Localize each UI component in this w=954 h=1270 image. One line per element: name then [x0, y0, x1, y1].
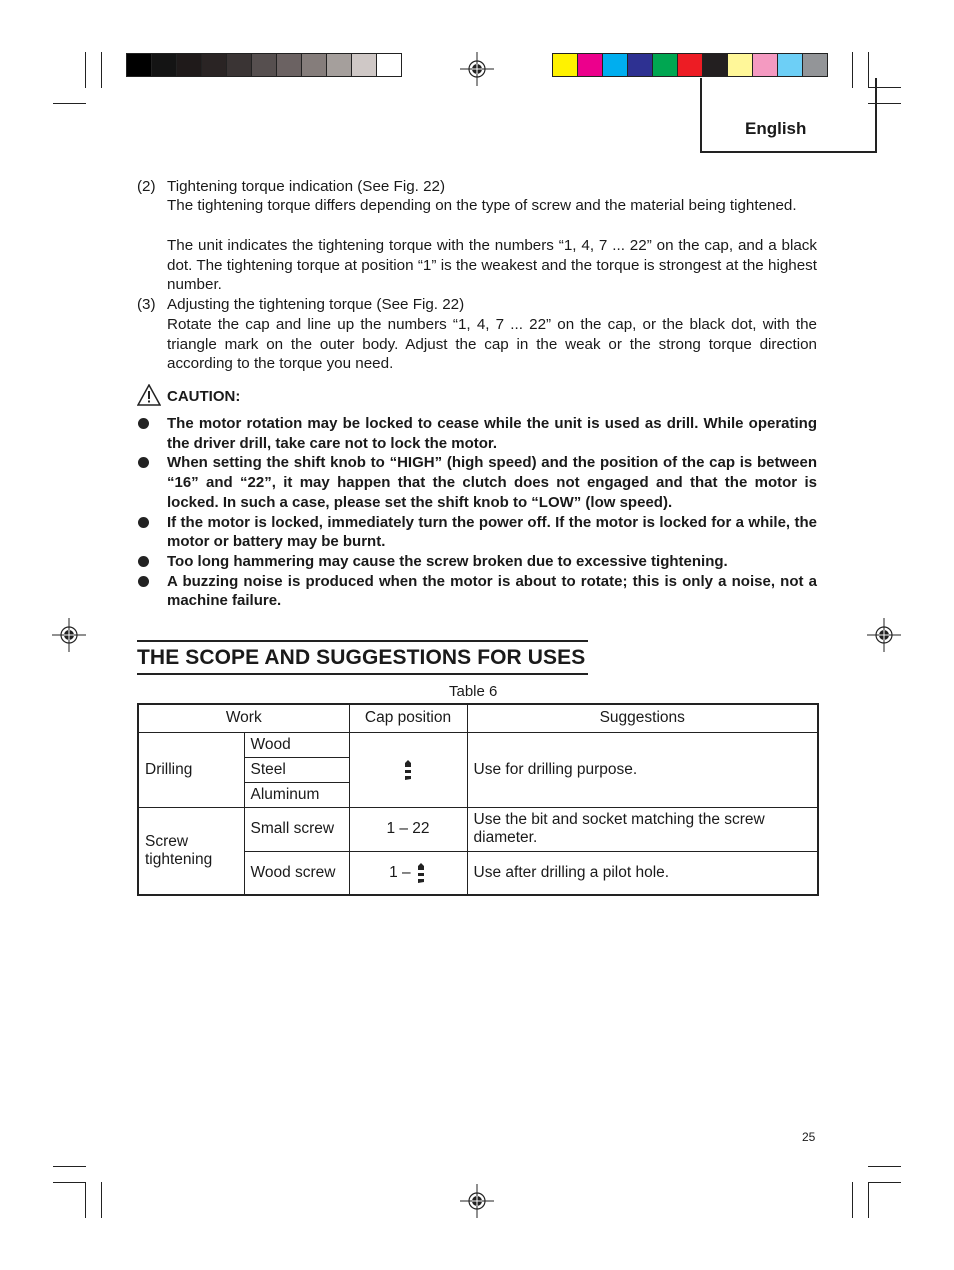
caution-item	[137, 453, 817, 512]
table-row	[138, 807, 818, 851]
registration-mark-icon	[460, 1184, 494, 1218]
crop-mark	[868, 1182, 901, 1183]
color-swatch	[753, 54, 778, 76]
header-suggestions: Suggestions	[467, 704, 818, 732]
caution-text: The motor rotation may be locked to cease while the unit is used as drill. While operating the driver drill, take care not to lock the motor.	[167, 415, 817, 452]
crop-mark	[53, 103, 86, 104]
language-label: English	[745, 119, 807, 138]
caution-item	[137, 572, 817, 611]
crop-mark	[85, 52, 86, 88]
bullet-icon	[138, 517, 149, 528]
crop-mark	[101, 52, 102, 88]
cap-range-prefix: 1 –	[389, 863, 411, 881]
color-swatch	[127, 54, 152, 76]
work-drilling: Drilling	[138, 732, 244, 807]
bullet-icon	[138, 576, 149, 587]
drill-mode-icon	[415, 862, 427, 884]
color-swatch	[377, 54, 401, 76]
paragraph: The tightening torque differs depending on the type of screw and the material being tightened.	[167, 197, 797, 214]
work-screw-tightening: Screw tightening	[138, 807, 244, 895]
registration-mark-icon	[52, 618, 86, 652]
caution-item	[137, 513, 817, 552]
caution-label: CAUTION:	[167, 388, 241, 405]
language-tab	[700, 78, 877, 153]
color-swatch	[578, 54, 603, 76]
color-swatch	[177, 54, 202, 76]
header-cap-position: Cap position	[349, 704, 467, 732]
cap-range-cell	[349, 851, 467, 895]
section-title: THE SCOPE AND SUGGESTIONS FOR USES	[137, 640, 588, 675]
color-swatch	[778, 54, 803, 76]
bullet-icon	[138, 418, 149, 429]
color-swatch	[653, 54, 678, 76]
grayscale-calibration-bar	[126, 53, 402, 77]
table-row	[138, 732, 818, 757]
uses-table	[137, 703, 819, 896]
caution-text: When setting the shift knob to “HIGH” (high speed) and the position of the cap is between “16” and “22”, it may happen that the clutch does not engaged and that the motor is locked. In such a case, please set the shift knob to “LOW” (low speed).	[167, 454, 817, 511]
drill-mode-icon	[402, 759, 414, 781]
material-cell: Wood	[244, 732, 349, 757]
crop-mark	[85, 1182, 86, 1218]
color-swatch	[603, 54, 628, 76]
color-swatch	[703, 54, 728, 76]
color-calibration-bar	[552, 53, 828, 77]
item-number: (2)	[137, 178, 156, 195]
color-swatch	[252, 54, 277, 76]
cap-range-cell: 1 – 22	[349, 807, 467, 851]
screw-type-cell: Small screw	[244, 807, 349, 851]
drilling-suggestion: Use for drilling purpose.	[467, 732, 818, 807]
bullet-icon	[138, 457, 149, 468]
caution-text: Too long hammering may cause the screw broken due to excessive tightening.	[167, 552, 728, 570]
header-work: Work	[138, 704, 349, 732]
color-swatch	[553, 54, 578, 76]
paragraph: Rotate the cap and line up the numbers “1, 4, 7 ... 22” on the cap, or the black dot, with the triangle mark on the outer body. Adjust the cap in the weak or the strong torque direction according to the torque you need.	[167, 316, 817, 373]
wood-screw-suggestion: Use after drilling a pilot hole.	[467, 851, 818, 895]
crop-mark	[53, 1182, 86, 1183]
color-swatch	[803, 54, 827, 76]
color-swatch	[202, 54, 227, 76]
crop-mark	[868, 1166, 901, 1167]
crop-mark	[53, 1166, 86, 1167]
crop-mark	[101, 1182, 102, 1218]
caution-text: If the motor is locked, immediately turn the power off. If the motor is locked for a while, the motor or battery may be burnt.	[167, 513, 817, 551]
color-swatch	[302, 54, 327, 76]
item-number: (3)	[137, 296, 156, 313]
caution-item	[137, 552, 817, 572]
small-screw-suggestion: Use the bit and socket matching the screw diameter.	[467, 807, 818, 851]
registration-mark-icon	[867, 618, 901, 652]
caution-list	[137, 414, 817, 611]
material-cell: Aluminum	[244, 782, 349, 807]
screw-type-cell: Wood screw	[244, 851, 349, 895]
warning-triangle-icon	[137, 384, 161, 406]
color-swatch	[227, 54, 252, 76]
paragraph: The unit indicates the tightening torque with the numbers “1, 4, 7 ... 22” on the cap, and a black dot. The tightening torque at position “1” is the weakest and the torque is strongest at the highest number.	[167, 237, 817, 294]
item-title: Adjusting the tightening torque (See Fig. 22)	[167, 296, 465, 313]
cap-drill-cell	[349, 732, 467, 807]
table-caption: Table 6	[449, 683, 498, 700]
caution-text: A buzzing noise is produced when the motor is about to rotate; this is only a noise, not a machine failure.	[167, 572, 817, 610]
color-swatch	[152, 54, 177, 76]
color-swatch	[678, 54, 703, 76]
bullet-icon	[138, 556, 149, 567]
caution-item	[137, 414, 817, 453]
registration-mark-icon	[460, 52, 494, 86]
color-swatch	[352, 54, 377, 76]
color-swatch	[628, 54, 653, 76]
item-title: Tightening torque indication (See Fig. 22)	[167, 178, 446, 195]
color-swatch	[327, 54, 352, 76]
color-swatch	[277, 54, 302, 76]
color-swatch	[728, 54, 753, 76]
table-header-row	[138, 704, 818, 732]
material-cell: Steel	[244, 757, 349, 782]
page-number: 25	[802, 1130, 816, 1144]
crop-mark	[852, 1182, 853, 1218]
crop-mark	[868, 1182, 869, 1218]
